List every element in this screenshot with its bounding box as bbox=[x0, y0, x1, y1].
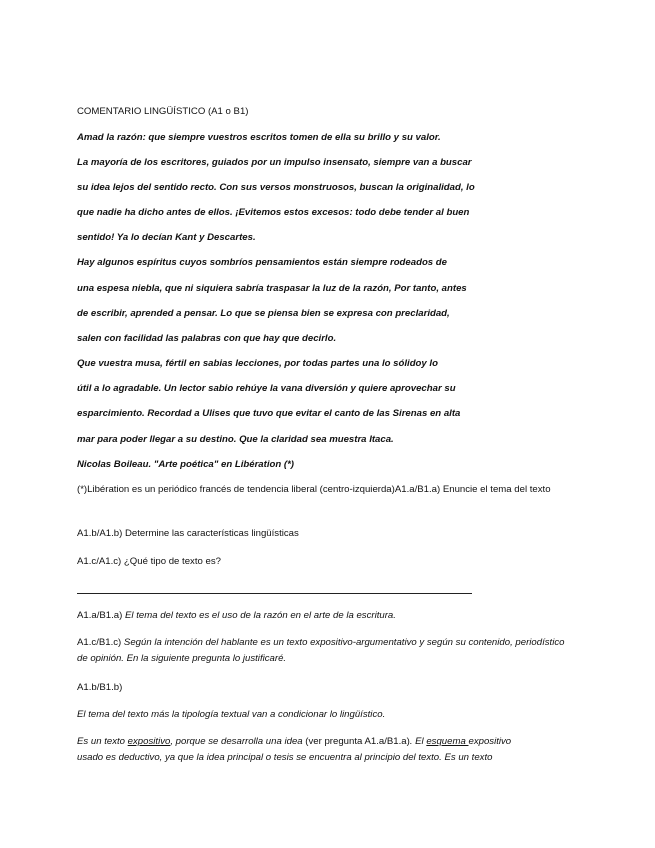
answer-b-label: A1.b/B1.b) bbox=[77, 682, 123, 693]
answer-a-text: El tema del texto es el uso de la razón en el arte de la escritura. bbox=[122, 610, 396, 621]
answer-a-label: A1.a/B1.a) bbox=[77, 610, 123, 621]
question-c: A1.c/A1.c) ¿Qué tipo de texto es? bbox=[77, 556, 221, 567]
poem-line: que nadie ha dicho antes de ellos. ¡Evitemos estos excesos: todo debe tender al buen bbox=[77, 207, 470, 218]
answer-c bbox=[77, 635, 577, 667]
answer-b-intro: El tema del texto más la tipología textual van a condicionar lo lingüístico. bbox=[77, 709, 386, 720]
answer-b-paragraph-line2: usado es deductivo, ya que la idea principal o tesis se encuentra al principio del texto. Es un texto bbox=[77, 752, 493, 763]
answer-c-text: Según la intención del hablante es un texto expositivo-argumentativo y según su contenido, periodístico de opinión. En la siguiente pregunta lo justificaré. bbox=[77, 637, 565, 664]
poem-line: salen con facilidad las palabras con que hay que decirlo. bbox=[77, 333, 337, 344]
answer-c-label: A1.c/B1.c) bbox=[77, 637, 122, 648]
answer-a bbox=[77, 610, 396, 622]
separator-line bbox=[77, 593, 472, 594]
question-b: A1.b/A1.b) Determine las características lingüísticas bbox=[77, 528, 299, 539]
poem-line: una espesa niebla, que ni siquiera sabría traspasar la luz de la razón, Por tanto, antes bbox=[77, 283, 467, 294]
poem-line: útil a lo agradable. Un lector sabio rehúye la vana diversión y quiere aprovechar su bbox=[77, 383, 456, 394]
answer-b-paragraph-line1: Es un texto expositivo, porque se desarrolla una idea (ver pregunta A1.a/B1.a). El esquema expositivo bbox=[77, 736, 512, 747]
cross-reference: (ver pregunta A1.a/B1.a) bbox=[305, 736, 410, 747]
poem-line: su idea lejos del sentido recto. Con sus versos monstruosos, buscan la originalidad, lo bbox=[77, 182, 475, 193]
poem-line: Que vuestra musa, fértil en sabias lecciones, por todas partes una lo sólidoy lo bbox=[77, 358, 438, 369]
poem-line: Amad la razón: que siempre vuestros escritos tomen de ella su brillo y su valor. bbox=[77, 132, 441, 143]
poem-line: esparcimiento. Recordad a Ulises que tuvo que evitar el canto de las Sirenas en alta bbox=[77, 408, 461, 419]
attribution: Nicolas Boileau. "Arte poética" en Libération (*) bbox=[77, 459, 295, 470]
poem-line: La mayoría de los escritores, guiados por un impulso insensato, siempre van a buscar bbox=[77, 157, 472, 168]
poem-line: sentido! Ya lo decían Kant y Descartes. bbox=[77, 232, 256, 243]
underlined-expositivo: expositivo bbox=[127, 736, 171, 747]
document-title: COMENTARIO LINGÜÍSTICO (A1 o B1) bbox=[77, 106, 249, 117]
footnote-question-a: (*)Libération es un periódico francés de tendencia liberal (centro-izquierda)A1.a/B1.a) Enuncie el tema del texto bbox=[77, 484, 551, 495]
underlined-esquema: esquema bbox=[426, 736, 469, 747]
poem-line: de escribir, aprended a pensar. Lo que se piensa bien se expresa con preclaridad, bbox=[77, 308, 450, 319]
poem-line: Hay algunos espíritus cuyos sombríos pensamientos están siempre rodeados de bbox=[77, 257, 448, 268]
poem-line: mar para poder llegar a su destino. Que la claridad sea muestra Itaca. bbox=[77, 434, 394, 445]
